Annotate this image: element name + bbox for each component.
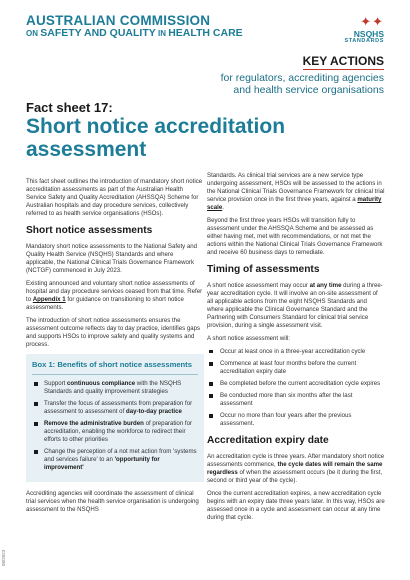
list-item: Change the perception of a not met action from 'systems and services failure' to an 'opportunity for improvement' xyxy=(32,448,198,472)
paragraph: A short notice assessment will: xyxy=(207,334,290,342)
assessment-list xyxy=(207,348,385,428)
key-actions xyxy=(221,52,384,96)
key-actions-title: KEY ACTIONS xyxy=(302,54,384,68)
paragraph: Accrediting agencies will coordinate the assessment of clinical trial services when the health service organisation is undergoing assessment to the NSQHS xyxy=(26,490,199,514)
paragraph: Beyond the first three years HSOs will transition fully to assessment under the AHSSQA Scheme and be assessed as either having met, met with recommendations, or not met the actions within the National Clinical Trials Governance Framework and receive 60 business days to remediate. xyxy=(207,217,383,257)
paragraph: Existing announced and voluntary short notice assessments of hospital and day procedure services ceased from that time. Refer to Appendix 1 for guidance on transitioning to short notice assessments. xyxy=(26,279,203,311)
list-item: Support continuous compliance with the NSQHS Standards and quality improvement strategies xyxy=(32,380,198,396)
org-line2-a: SAFETY AND QUALITY xyxy=(40,27,156,40)
document-code: 08/2023 xyxy=(1,549,6,566)
title-line2: assessment xyxy=(26,138,147,162)
list-item: Remove the administrative burden of preparation for accreditation, enabling the workforce to redirect their efforts to other priorities xyxy=(32,420,198,444)
fact-sheet-label: Fact sheet 17: xyxy=(26,100,113,115)
nsqhs-standards-logo xyxy=(344,14,384,44)
standards-name: NSQHS STANDARDS xyxy=(344,29,384,44)
standards-sub: STANDARDS xyxy=(344,37,384,44)
list-item: Transfer the focus of assessments from preparation for assessment to assessment of day-to-day practice xyxy=(32,400,198,416)
box-title: Box 1: Benefits of short notice assessments xyxy=(32,358,198,375)
paragraph: Standards. As clinical trial services are a new service type undergoing assessment, HSOs will be assessed to the actions in the National Clinical Trials Governance Framework for clinical trial service provision once in the first three years, against a maturity scale. xyxy=(207,172,385,212)
maturity-scale-link[interactable]: maturity scale xyxy=(207,196,382,212)
intro-paragraph: This fact sheet outlines the introduction of mandatory short notice accreditation assessments as part of the Australian Health Service Safety and Quality Accreditation (AHSSQA) Scheme for Australian hospitals and day procedure services, collectively referred to as health service organisations (HSOs). xyxy=(26,178,203,218)
org-line2-pre: ON xyxy=(26,29,41,39)
benefits-box xyxy=(26,354,204,482)
key-actions-line2: and health service organisations xyxy=(233,84,384,97)
list-item: Be conducted more than six months after the last assessment xyxy=(207,392,385,408)
heading-timing: Timing of assessments xyxy=(207,264,320,276)
org-line1: AUSTRALIAN COMMISSION xyxy=(26,13,211,28)
org-line2 xyxy=(26,28,243,39)
standards-mark-icon: ✦✦ xyxy=(360,14,384,29)
paragraph: An accreditation cycle is three years. After mandatory short notice assessments commence, the cycle dates will remain the same regardless of when the assessment occurs (be it during the first, second or third year of the cycle). xyxy=(207,452,385,484)
list-item: Occur at least once in a three-year accreditation cycle xyxy=(207,348,385,356)
paragraph: Mandatory short notice assessments to the National Safety and Quality Health Service (NSQHS) Standards and where applicable, the National Clinical Trials Governance Framework (NCTGF) commenced in July 2023. xyxy=(26,242,198,274)
benefits-list xyxy=(32,380,198,472)
heading-expiry: Accreditation expiry date xyxy=(207,435,329,447)
org-line2-in: IN xyxy=(155,29,169,39)
org-line2-b: HEALTH CARE xyxy=(168,27,243,40)
commission-logo xyxy=(26,14,243,39)
list-item: Commence at least four months before the current accreditation expiry date xyxy=(207,360,385,376)
list-item: Occur no more than four years after the previous assessment. xyxy=(207,412,385,428)
key-actions-line1: for regulators, accrediting agencies xyxy=(220,72,384,84)
appendix-link[interactable]: Appendix 1 xyxy=(32,295,66,303)
right-column xyxy=(207,172,385,527)
heading-short-notice: Short notice assessments xyxy=(26,225,153,237)
paragraph: A short notice assessment may occur at any time during a three-year accreditation cycle. It will involve an on-site assessment of all applicable actions from the eight NSQHS Standards and where applicable the Clinical Governance Standard and the Partnering with Consumers Standard for clinical trial service provision, during a single assessment visit. xyxy=(207,281,383,329)
list-item: Be completed before the current accreditation cycle expires xyxy=(207,380,385,388)
paragraph: The introduction of short notice assessments ensures the assessment outcome reflects day to day practice, identifies gaps and supports HSOs to improve safety and quality systems and process. xyxy=(26,316,201,348)
paragraph: Once the current accreditation expires, a new accreditation cycle begins with an expiry date three years later. In this way, HSOs are assessed once in a cycle and assessment can occur at any time during that cycle. xyxy=(207,489,385,521)
title-line1: Short notice accreditation xyxy=(26,115,286,138)
left-column xyxy=(26,178,204,519)
page-title xyxy=(26,100,285,161)
